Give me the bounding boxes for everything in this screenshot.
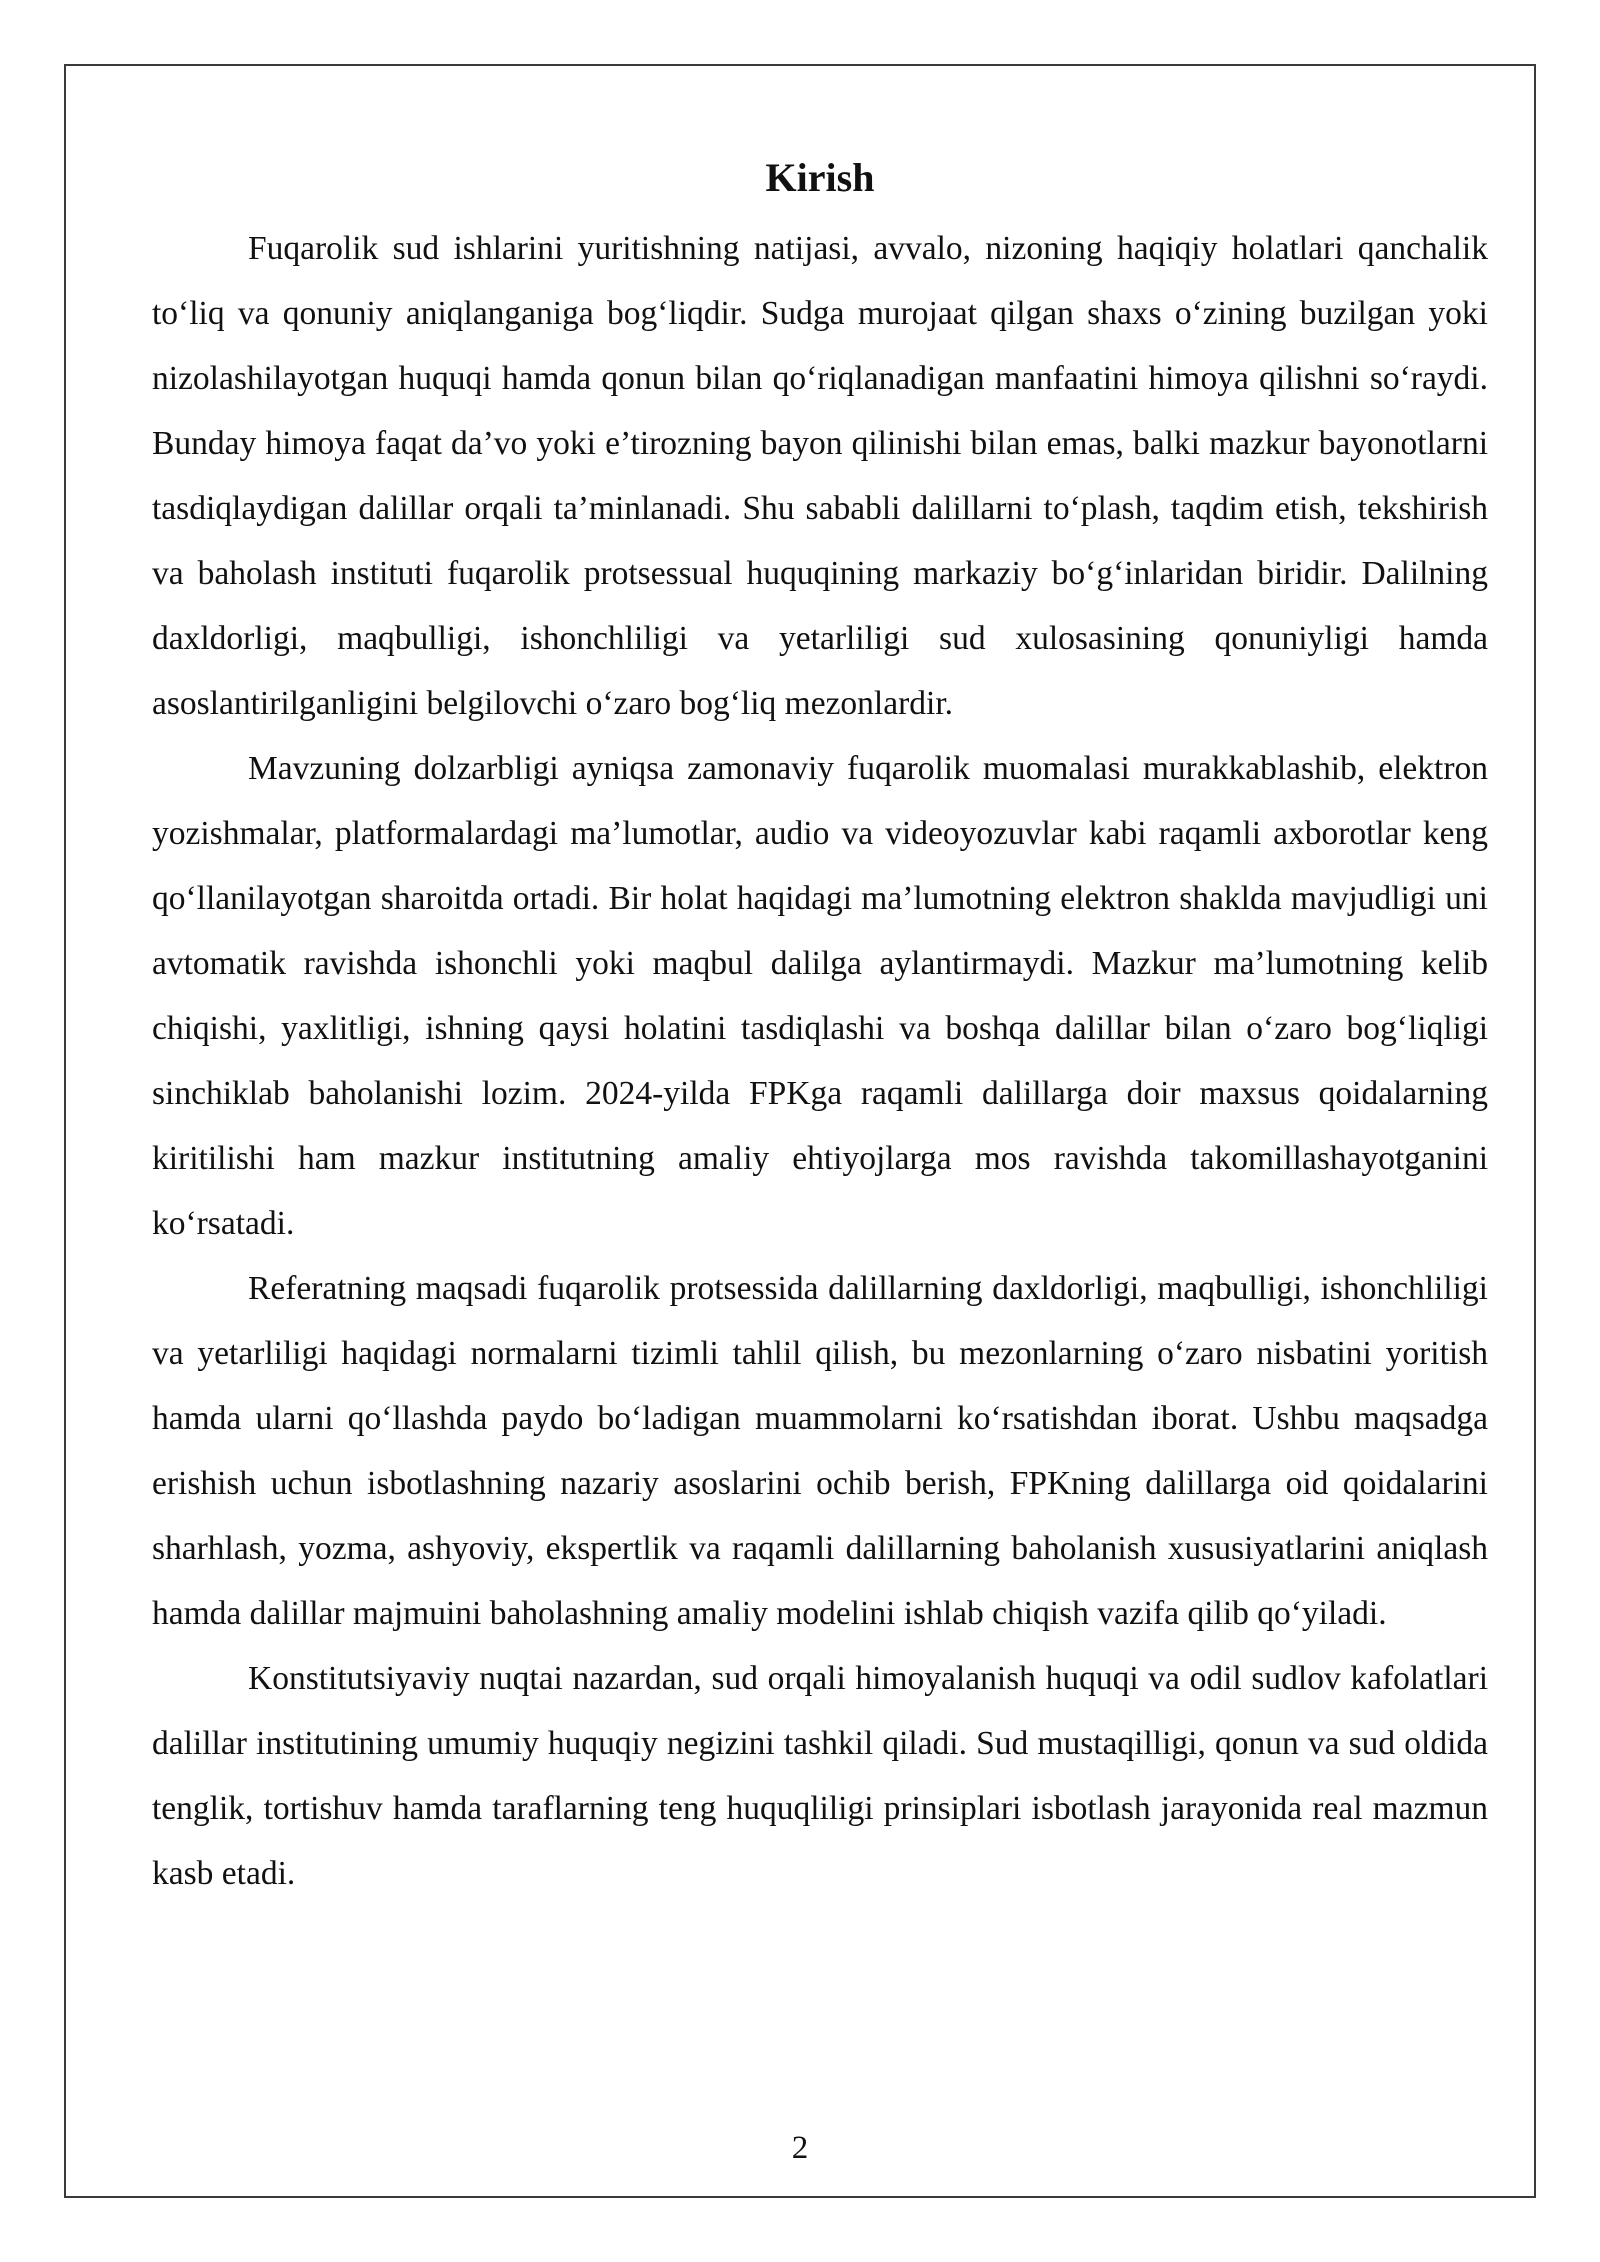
document-title: Kirish [765, 155, 875, 200]
paragraph-1: Fuqarolik sud ishlarini yuritishning natijasi, avvalo, nizoning haqiqiy holatlari qanchalik to‘liq va qonuniy aniqlanganiga bog‘liqdir. Sudga murojaat qilgan shaxs o‘zining buzilgan yoki nizolashilayotgan huquqi hamda qonun bilan qo‘riqlanadigan manfaatini himoya qilishni so‘raydi. Bunday himoya faqat da’vo yoki e’tirozning bayon qilinishi bilan emas, balki mazkur bayonotlarni tasdiqlaydigan dalillar orqali ta’minlanadi. Shu sababli dalillarni to‘plash, taqdim etish, tekshirish va baholash instituti fuqarolik protsessual huquqining markaziy bo‘g‘inlaridan biridir. Dalilning daxldorligi, maqbulligi, ishonchliligi va yetarliligi sud xulosasining qonuniyligi hamda asoslantirilganligini belgilovchi o‘zaro bog‘liq mezonlardir. [152, 230, 1488, 722]
paragraph-4: Konstitutsiyaviy nuqtai nazardan, sud orqali himoyalanish huquqi va odil sudlov kafolatlari dalillar institutining umumiy huquqiy negizini tashkil qiladi. Sud mustaqilligi, qonun va sud oldida tenglik, tortishuv hamda taraflarning teng huquqliligi prinsiplari isbotlash jarayonida real mazmun kasb etadi. [152, 1660, 1488, 1892]
page-content [152, 150, 1488, 1906]
paragraph-3: Referatning maqsadi fuqarolik protsessida dalillarning daxldorligi, maqbulligi, ishonchliligi va yetarliligi haqidagi normalarni tizimli tahlil qilish, bu mezonlarning o‘zaro nisbatini yoritish hamda ularni qo‘llashda paydo bo‘ladigan muammolarni ko‘rsatishdan iborat. Ushbu maqsadga erishish uchun isbotlashning nazariy asoslarini ochib berish, FPKning dalillarga oid qoidalarini sharhlash, yozma, ashyoviy, ekspertlik va raqamli dalillarning baholanish xususiyatlarini aniqlash hamda dalillar majmuini baholashning amaliy modelini ishlab chiqish vazifa qilib qo‘yiladi. [152, 1270, 1488, 1632]
paragraph-2: Mavzuning dolzarbligi ayniqsa zamonaviy fuqarolik muomalasi murakkablashib, elektron yozishmalar, platformalardagi ma’lumotlar, audio va videoyozuvlar kabi raqamli axborotlar keng qo‘llanilayotgan sharoitda ortadi. Bir holat haqidagi ma’lumotning elektron shaklda mavjudligi uni avtomatik ravishda ishonchli yoki maqbul dalilga aylantirmaydi. Mazkur ma’lumotning kelib chiqishi, yaxlitligi, ishning qaysi holatini tasdiqlashi va boshqa dalillar bilan o‘zaro bog‘liqligi sinchiklab baholanishi lozim. 2024-yilda FPKga raqamli dalillarga doir maxsus qoidalarning kiritilishi ham mazkur institutning amaliy ehtiyojlarga mos ravishda takomillashayotganini ko‘rsatadi. [152, 750, 1488, 1242]
page-number: 2 [791, 2130, 809, 2166]
